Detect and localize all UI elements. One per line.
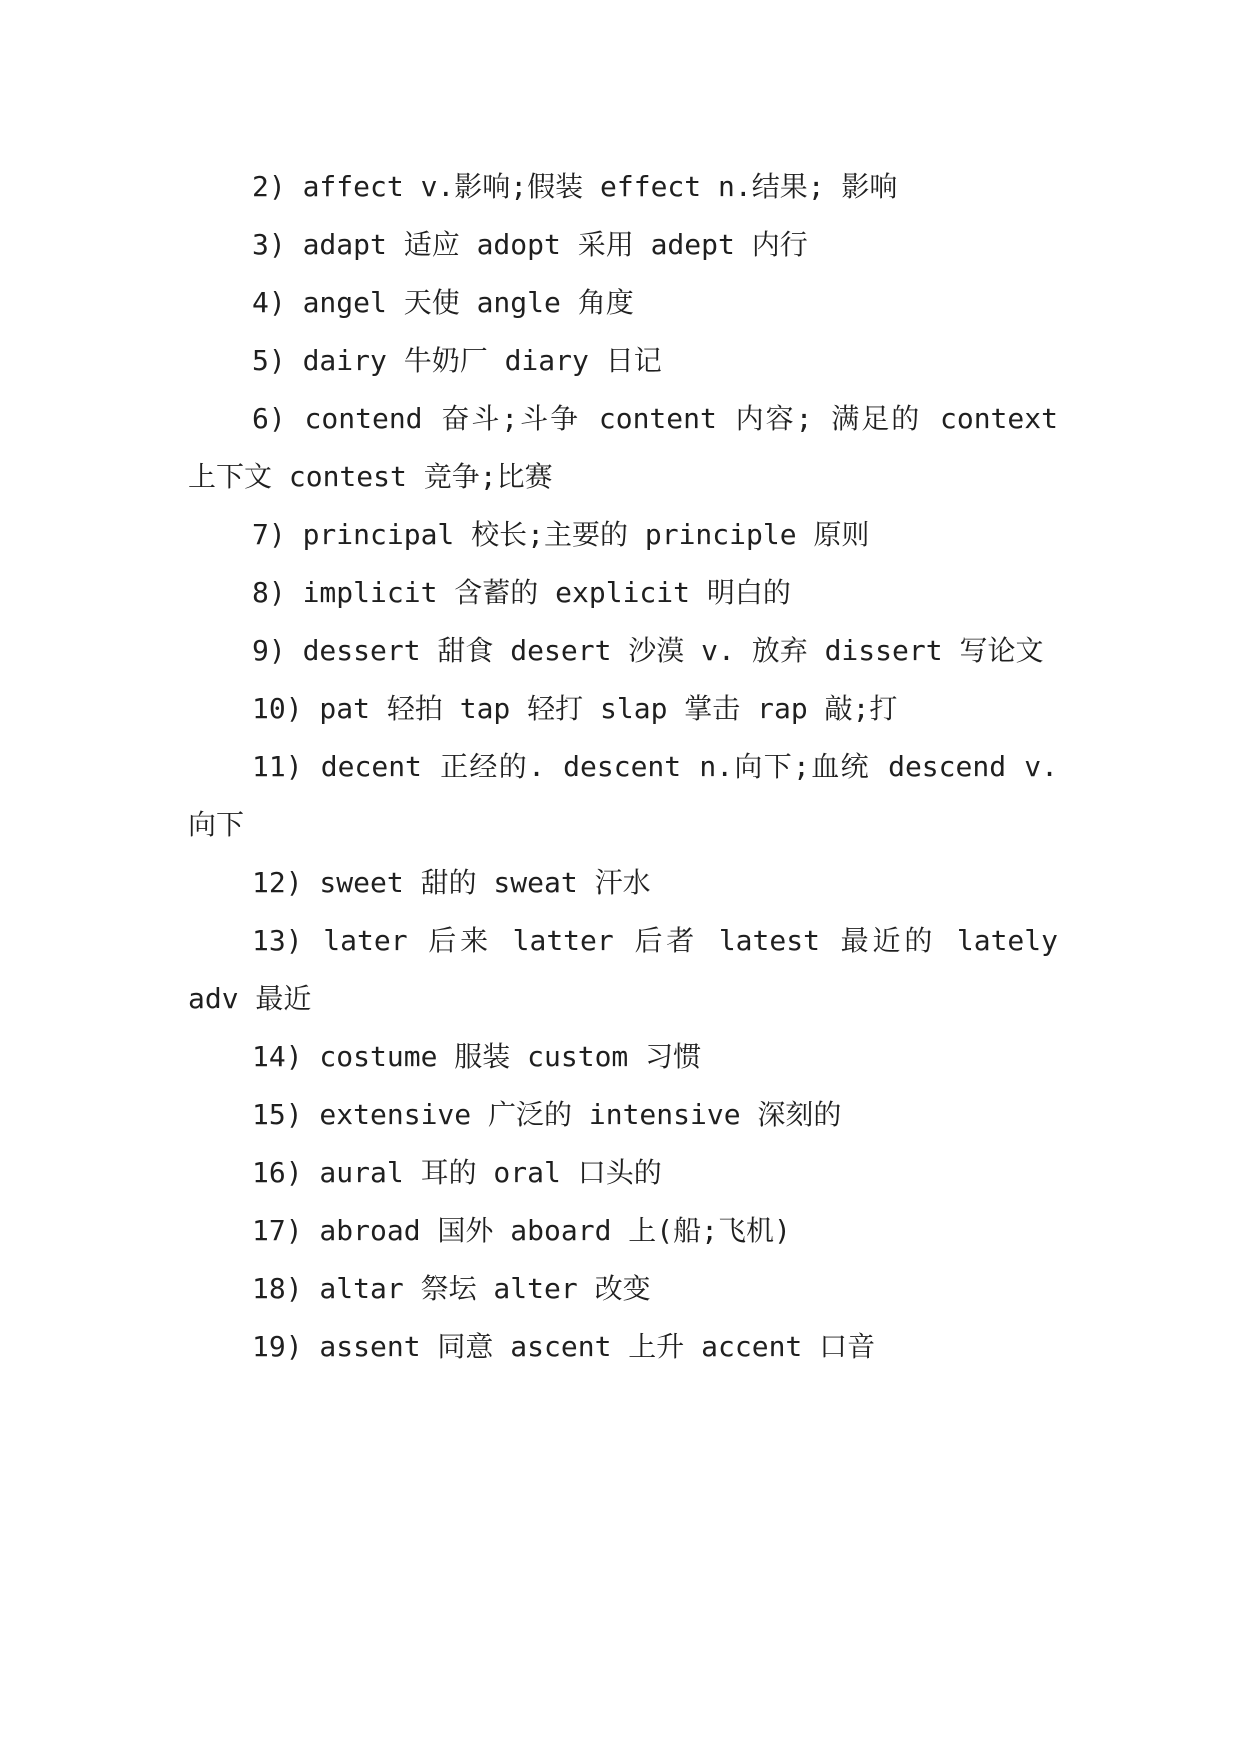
list-item: 5) dairy 牛奶厂 diary 日记 [252, 344, 662, 377]
list-item: 10) pat 轻拍 tap 轻打 slap 掌击 rap 敲;打 [252, 692, 898, 725]
list-item: 11) decent 正经的. descent n.向下;血统 descend v.向下 [188, 750, 1058, 841]
list-item: 9) dessert 甜食 desert 沙漠 v. 放弃 dissert 写论文 [252, 634, 1044, 667]
list-item: 16) aural 耳的 oral 口头的 [252, 1156, 662, 1189]
list-item: 15) extensive 广泛的 intensive 深刻的 [252, 1098, 842, 1131]
list-item: 7) principal 校长;主要的 principle 原则 [252, 518, 870, 551]
list-item: 4) angel 天使 angle 角度 [252, 286, 634, 319]
list-item: 12) sweet 甜的 sweat 汗水 [252, 866, 651, 899]
vocabulary-list [188, 158, 1058, 1376]
list-item: 3) adapt 适应 adopt 采用 adept 内行 [252, 228, 808, 261]
list-item: 13) later 后来 latter 后者 latest 最近的 lately adv 最近 [188, 924, 1058, 1015]
list-item: 6) contend 奋斗;斗争 content 内容; 满足的 context 上下文 contest 竞争;比赛 [188, 402, 1058, 493]
list-item: 14) costume 服装 custom 习惯 [252, 1040, 702, 1073]
list-item: 19) assent 同意 ascent 上升 accent 口音 [252, 1330, 876, 1363]
list-item: 18) altar 祭坛 alter 改变 [252, 1272, 651, 1305]
list-item: 8) implicit 含蓄的 explicit 明白的 [252, 576, 791, 609]
list-item: 17) abroad 国外 aboard 上(船;飞机) [252, 1214, 791, 1247]
list-item: 2) affect v.影响;假装 effect n.结果; 影响 [252, 170, 898, 203]
